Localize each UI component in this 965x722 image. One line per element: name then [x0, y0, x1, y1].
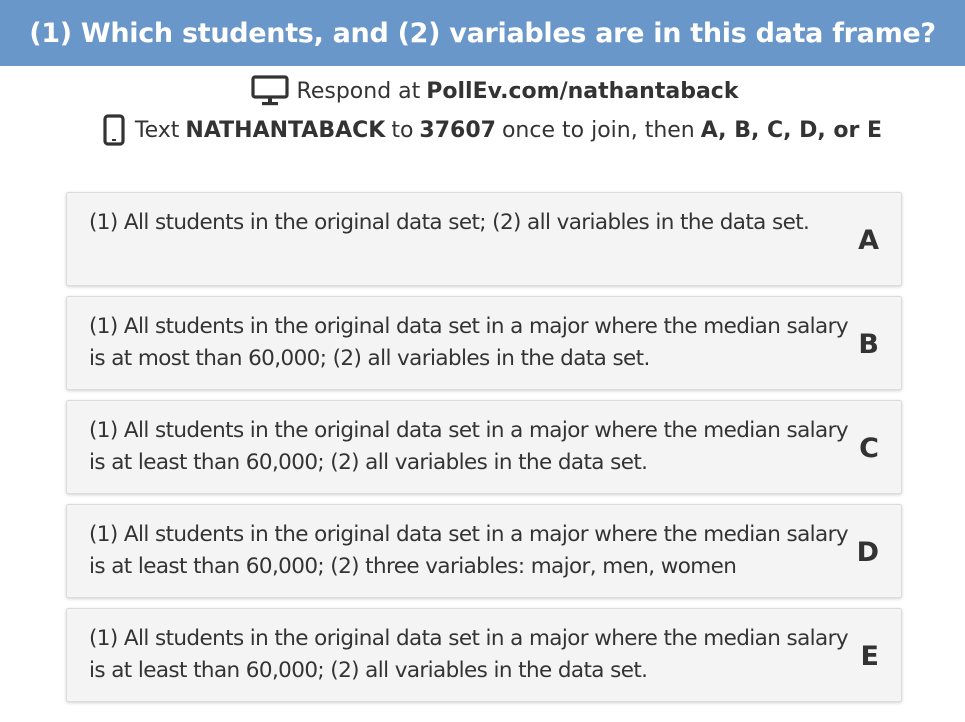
phone-icon — [103, 114, 125, 146]
sms-number: 37607 — [419, 117, 496, 143]
poll-url-link[interactable]: PollEv.com/nathantaback — [426, 78, 739, 104]
option-e[interactable] — [66, 608, 902, 702]
option-b[interactable] — [66, 296, 902, 390]
option-d[interactable] — [66, 504, 902, 598]
option-c[interactable] — [66, 400, 902, 494]
web-response-instructions — [12, 74, 965, 108]
option-text: (1) All students in the original data set; (2) all variables in the data set. — [89, 210, 810, 235]
to-label: to — [391, 117, 414, 143]
text-label: Text — [134, 117, 180, 143]
option-text: (1) All students in the original data set in a major where the median salary is at least than 60,000; (2) three variables: major, men, women — [89, 522, 848, 579]
respond-at-label: Respond at — [296, 78, 421, 104]
option-letter: E — [860, 640, 879, 672]
text-keyword: NATHANTABACK — [185, 117, 386, 143]
answer-choices: A, B, C, D, or E — [700, 117, 883, 143]
option-letter: D — [856, 536, 879, 568]
header-bar — [0, 0, 965, 66]
option-letter: B — [858, 328, 879, 360]
text-response-instructions — [10, 113, 965, 147]
option-letter: C — [859, 432, 879, 464]
option-text: (1) All students in the original data set in a major where the median salary is at least than 60,000; (2) all variables in the data set. — [89, 626, 848, 683]
option-letter: A — [858, 224, 879, 256]
option-a[interactable] — [66, 192, 902, 286]
join-label: once to join, then — [501, 117, 695, 143]
option-text: (1) All students in the original data set in a major where the median salary is at least than 60,000; (2) all variables in the data set. — [89, 418, 848, 475]
answer-options-list — [66, 192, 902, 712]
page-title: (1) Which students, and (2) variables are in this data frame? — [29, 17, 936, 49]
option-text: (1) All students in the original data set in a major where the median salary is at most than 60,000; (2) all variables in the data set. — [89, 314, 848, 371]
monitor-icon — [251, 75, 289, 107]
